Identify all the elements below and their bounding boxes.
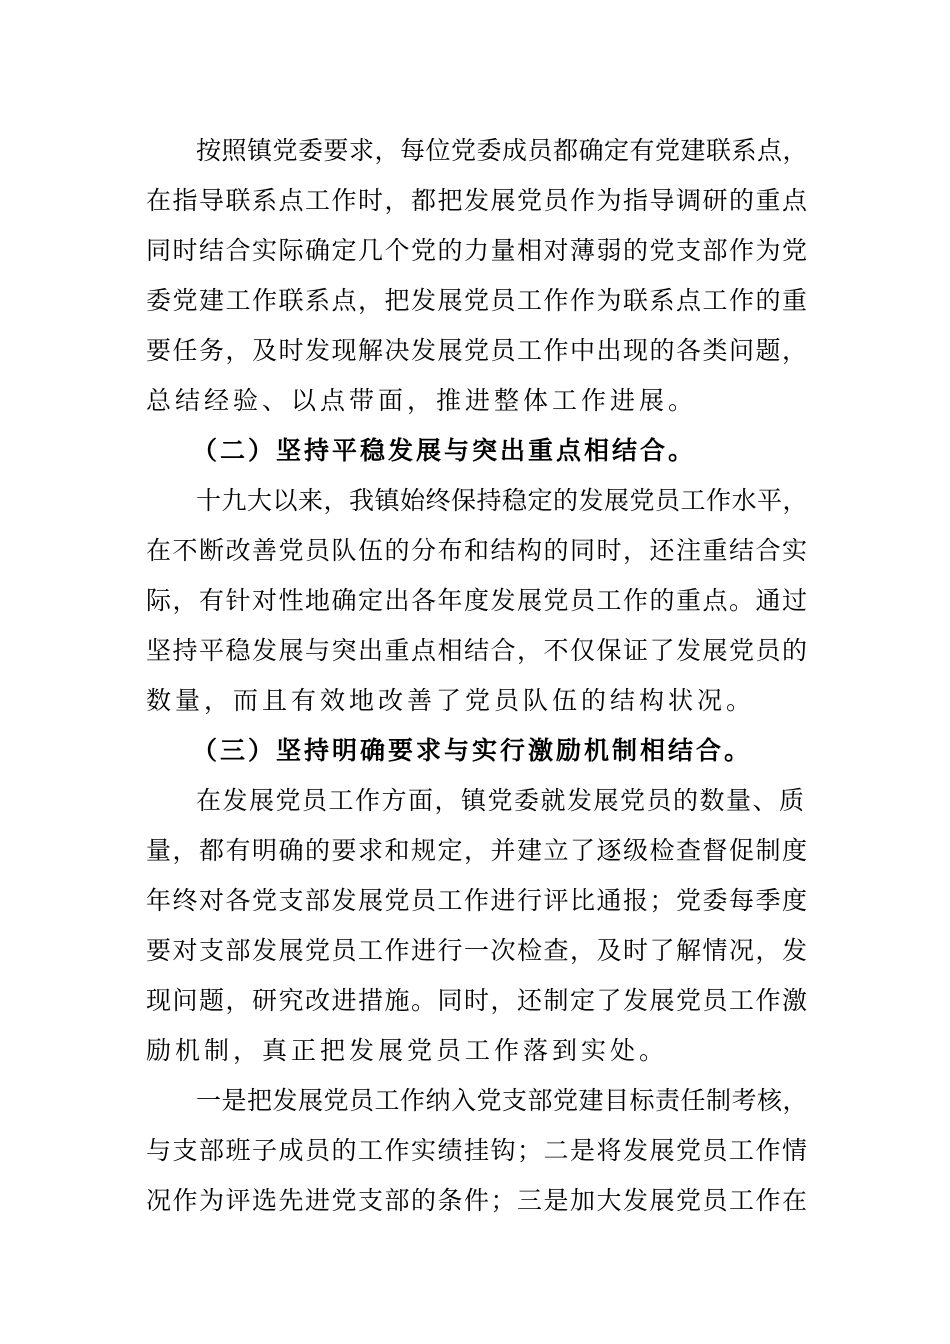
paragraph-line: 委党建工作联系点，把发展党员工作作为联系点工作的重 [146,286,809,315]
paragraph-line: 年终对各党支部发展党员工作进行评比通报；党委每季度 [146,886,809,915]
paragraph-line: 与支部班子成员的工作实绩挂钩；二是将发展党员工作情 [146,1136,809,1165]
paragraph-line: 励机制，真正把发展党员工作落到实处。 [146,1036,669,1065]
paragraph-line: 况作为评选先进党支部的条件；三是加大发展党员工作在 [146,1186,809,1215]
paragraph-line: 要对支部发展党员工作进行一次检查，及时了解情况，发 [146,936,809,965]
paragraph-line: 要任务，及时发现解决发展党员工作中出现的各类问题， [146,336,809,365]
paragraph-line: 总结经验、以点带面，推进整体工作进展。 [146,386,698,415]
paragraph-line: 际，有针对性地确定出各年度发展党员工作的重点。通过 [146,586,809,615]
paragraph-line: 在发展党员工作方面，镇党委就发展党员的数量、质 [196,786,806,815]
section-heading-2: （二）坚持平稳发展与突出重点相结合。 [192,436,697,465]
paragraph-line: 按照镇党委要求，每位党委成员都确定有党建联系点， [196,136,809,165]
paragraph-line: 数量，而且有效地改善了党员队伍的结构状况。 [146,686,756,715]
paragraph-line: 坚持平稳发展与突出重点相结合，不仅保证了发展党员的 [146,636,809,665]
paragraph-line: 一是把发展党员工作纳入党支部党建目标责任制考核， [196,1086,809,1115]
paragraph-line: 在不断改善党员队伍的分布和结构的同时，还注重结合实 [146,536,809,565]
section-heading-3: （三）坚持明确要求与实行激励机制相结合。 [192,736,753,765]
paragraph-line: 同时结合实际确定几个党的力量相对薄弱的党支部作为党 [146,236,809,265]
paragraph-line: 在指导联系点工作时，都把发展党员作为指导调研的重点 [146,186,809,215]
paragraph-line: 十九大以来，我镇始终保持稳定的发展党员工作水平， [196,486,809,515]
paragraph-line: 量，都有明确的要求和规定，并建立了逐级检查督促制度 [146,836,809,865]
paragraph-line: 现问题，研究改进措施。同时，还制定了发展党员工作激 [146,986,809,1015]
